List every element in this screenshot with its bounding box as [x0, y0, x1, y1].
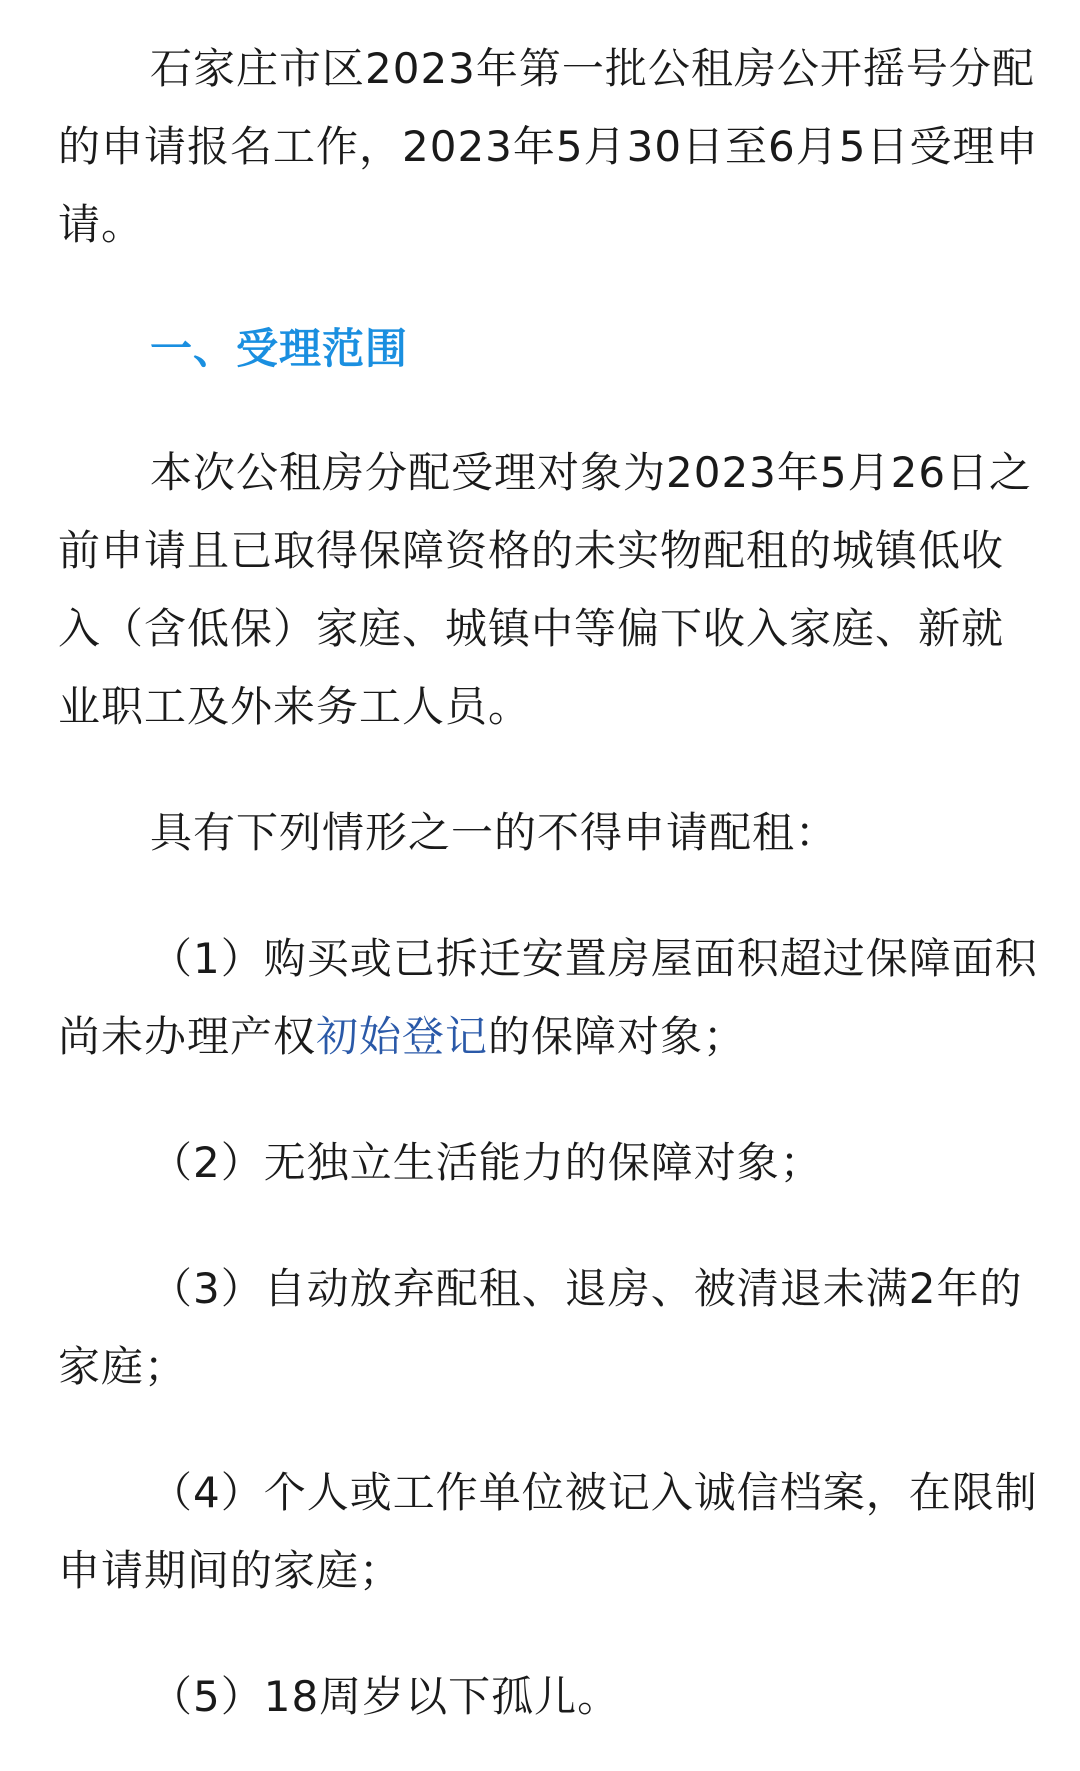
spacer [58, 1406, 1040, 1454]
spacer [58, 1202, 1040, 1250]
exclusion-item-1 [58, 920, 1040, 1076]
spacer [58, 746, 1040, 794]
term-link-initial-registration[interactable]: 初始登记 [316, 1012, 489, 1061]
scope-paragraph: 本次公租房分配受理对象为2023年5月26日之前申请且已取得保障资格的未实物配租的城镇低收入（含低保）家庭、城镇中等偏下收入家庭、新就业职工及外来务工人员。 [58, 448, 1033, 731]
intro-paragraph: 石家庄市区2023年第一批公租房公开摇号分配的申请报名工作，2023年5月30日至6月5日受理申请。 [58, 44, 1039, 249]
spacer [58, 872, 1040, 920]
exclusion-item-4: （4）个人或工作单位被记入诚信档案，在限制申请期间的家庭； [58, 1468, 1038, 1595]
exclusion-item-5: （5）18周岁以下孤儿。 [150, 1672, 621, 1721]
exclusion-item-3: （3）自动放弃配租、退房、被清退未满2年的家庭； [58, 1264, 1023, 1391]
spacer [58, 1076, 1040, 1124]
spacer [58, 1610, 1040, 1658]
exclusion-lead: 具有下列情形之一的不得申请配租： [150, 808, 839, 857]
item-1-prefix: （1）购买或已拆迁安置房屋面积超过保障面积尚未办理产权 [58, 934, 1038, 1061]
item-1-suffix: 的保障对象； [488, 1012, 747, 1061]
exclusion-item-2: （2）无独立生活能力的保障对象； [150, 1138, 823, 1187]
section-heading-scope: 一、受理范围 [150, 324, 409, 373]
spacer [58, 264, 1040, 310]
spacer [58, 388, 1040, 434]
